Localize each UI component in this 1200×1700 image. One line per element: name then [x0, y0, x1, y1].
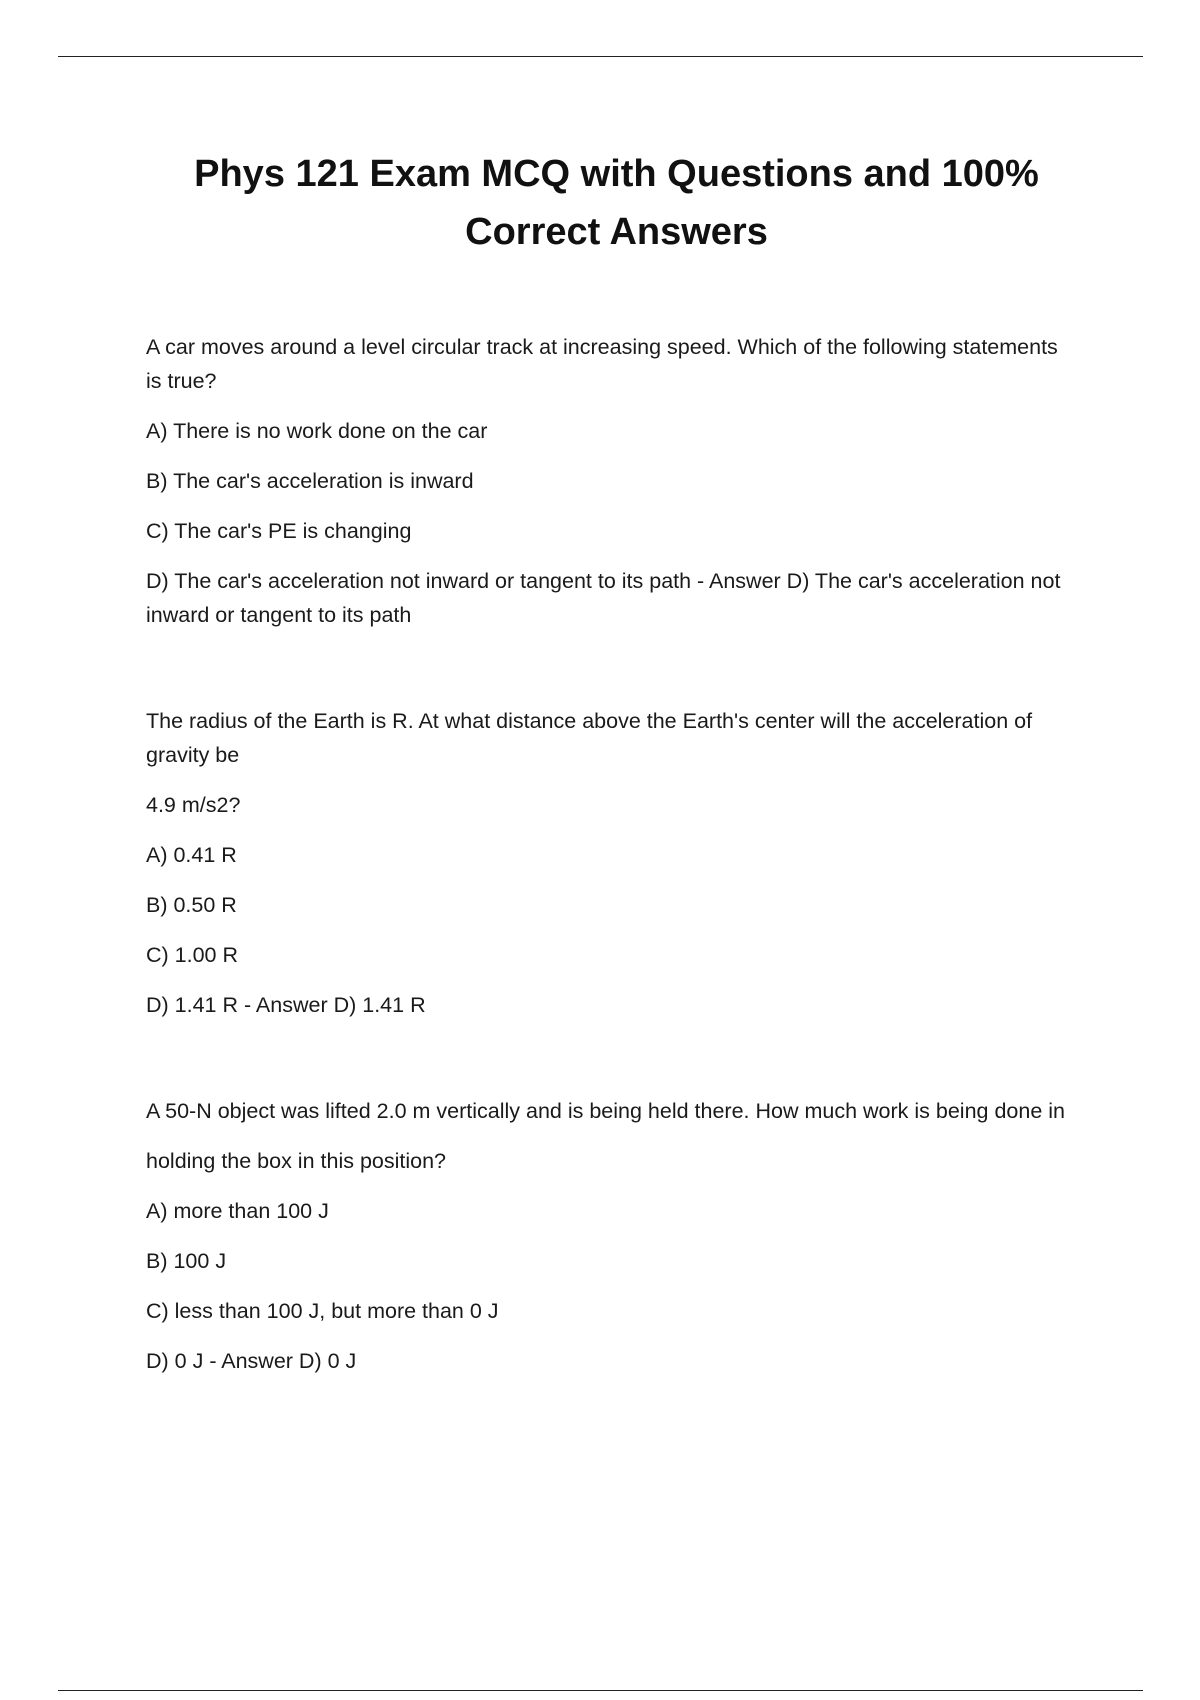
title-line-2: Correct Answers	[465, 211, 768, 253]
question-1-stem: A car moves around a level circular track at increasing speed. Which of the following statements is true?	[146, 335, 1058, 393]
question-3-option-b: B) 100 J	[146, 1249, 227, 1273]
question-2-stem-continued: 4.9 m/s2?	[146, 793, 241, 817]
question-1	[146, 330, 1066, 632]
document-title	[0, 145, 1200, 261]
title-line-1: Phys 121 Exam MCQ with Questions and 100%	[194, 153, 1039, 195]
question-3-option-c: C) less than 100 J, but more than 0 J	[146, 1299, 499, 1323]
question-2	[146, 704, 1066, 1022]
question-2-stem: The radius of the Earth is R. At what distance above the Earth's center will the acceleration of gravity be	[146, 709, 1033, 767]
question-1-option-c: C) The car's PE is changing	[146, 519, 412, 543]
question-3-stem: A 50-N object was lifted 2.0 m vertically and is being held there. How much work is being done in	[146, 1099, 1065, 1123]
question-3-option-d-answer: D) 0 J - Answer D) 0 J	[146, 1349, 357, 1373]
question-3-stem-continued: holding the box in this position?	[146, 1149, 447, 1173]
question-list	[146, 330, 1066, 1394]
question-2-option-c: C) 1.00 R	[146, 943, 239, 967]
question-2-option-a: A) 0.41 R	[146, 843, 237, 867]
question-2-option-d-answer: D) 1.41 R - Answer D) 1.41 R	[146, 993, 426, 1017]
footer-rule	[58, 1690, 1143, 1691]
question-2-option-b: B) 0.50 R	[146, 893, 237, 917]
question-3	[146, 1094, 1066, 1378]
question-1-option-d-answer: D) The car's acceleration not inward or tangent to its path - Answer D) The car's acceleration not inward or tangent to its path	[146, 569, 1061, 627]
question-1-option-b: B) The car's acceleration is inward	[146, 469, 474, 493]
question-3-option-a: A) more than 100 J	[146, 1199, 329, 1223]
header-rule	[58, 56, 1143, 57]
question-1-option-a: A) There is no work done on the car	[146, 419, 488, 443]
